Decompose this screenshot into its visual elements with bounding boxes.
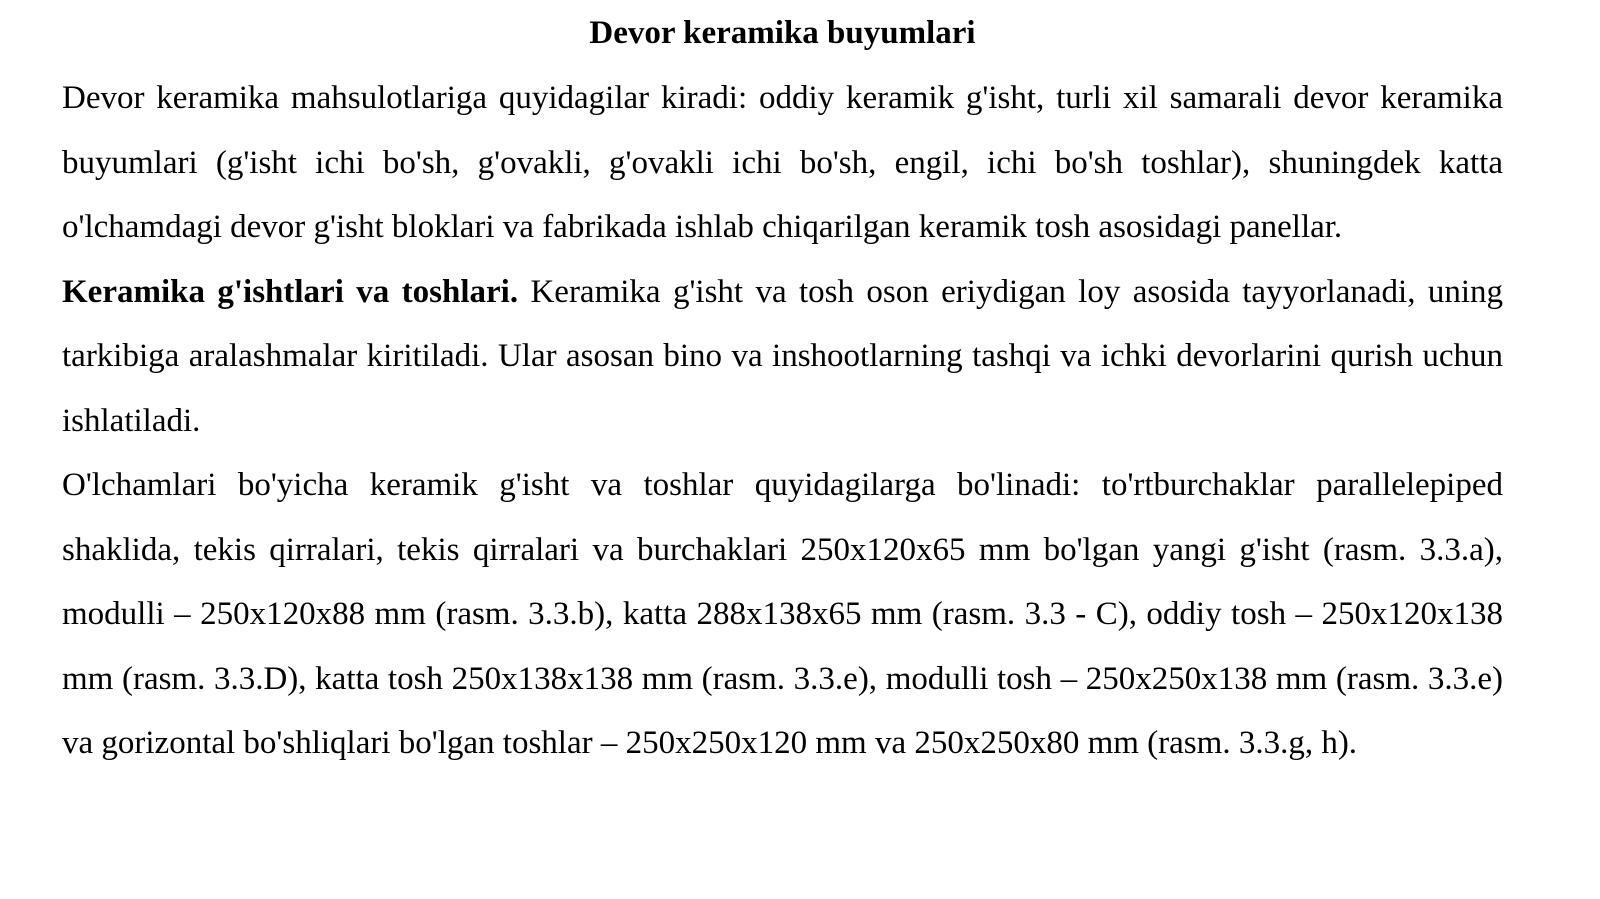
paragraph-dimensions (62, 453, 1503, 776)
paragraph-wall-ceramics-intro (62, 66, 1503, 260)
paragraph-bricks-and-stones (62, 260, 1503, 454)
paragraph-text: Devor keramika mahsulotlariga quyidagilar kiradi: oddiy keramik g'isht, turli xil samarali devor keramika buyumlari (g'isht ichi bo'sh, g'ovakli, g'ovakli ichi bo'sh, engil, ichi bo'sh toshlar), shuningdek katta o'lchamdagi devor g'isht bloklari va fabrikada ishlab chiqarilgan keramik tosh asosidagi panellar. (62, 80, 1503, 245)
paragraph-text: Keramika g'isht va tosh oson eriydigan loy asosida tayyorlanadi, uning tarkibiga aralashmalar kiritiladi. Ular asosan bino va inshootlarning tashqi va ichki devorlarini qurish uchun ishlatiladi. (62, 273, 1503, 439)
document-body (62, 66, 1503, 776)
paragraph-text: O'lchamlari bo'yicha keramik g'isht va toshlar quyidagilarga bo'linadi: to'rtburchaklar parallelepiped shaklida, tekis qirralari, tekis qirralari va burchaklari 250x120x65 mm bo'lgan yangi g'isht (rasm. 3.3.a), modulli – 250x120x88 mm (rasm. 3.3.b), katta 288x138x65 mm (rasm. 3.3 - C), oddiy tosh – 250x120x138 mm (rasm. 3.3.D), katta tosh 250x138x138 mm (rasm. 3.3.e), modulli tosh – 250x250x138 mm (rasm. 3.3.e) va gorizontal bo'shliqlari bo'lgan toshlar – 250x250x120 mm va 250x250x80 mm (rasm. 3.3.g, h). (62, 467, 1503, 761)
document-title: Devor keramika buyumlari (589, 15, 976, 51)
paragraph-lead: Keramika g'ishtlari va toshlari. (62, 273, 519, 310)
